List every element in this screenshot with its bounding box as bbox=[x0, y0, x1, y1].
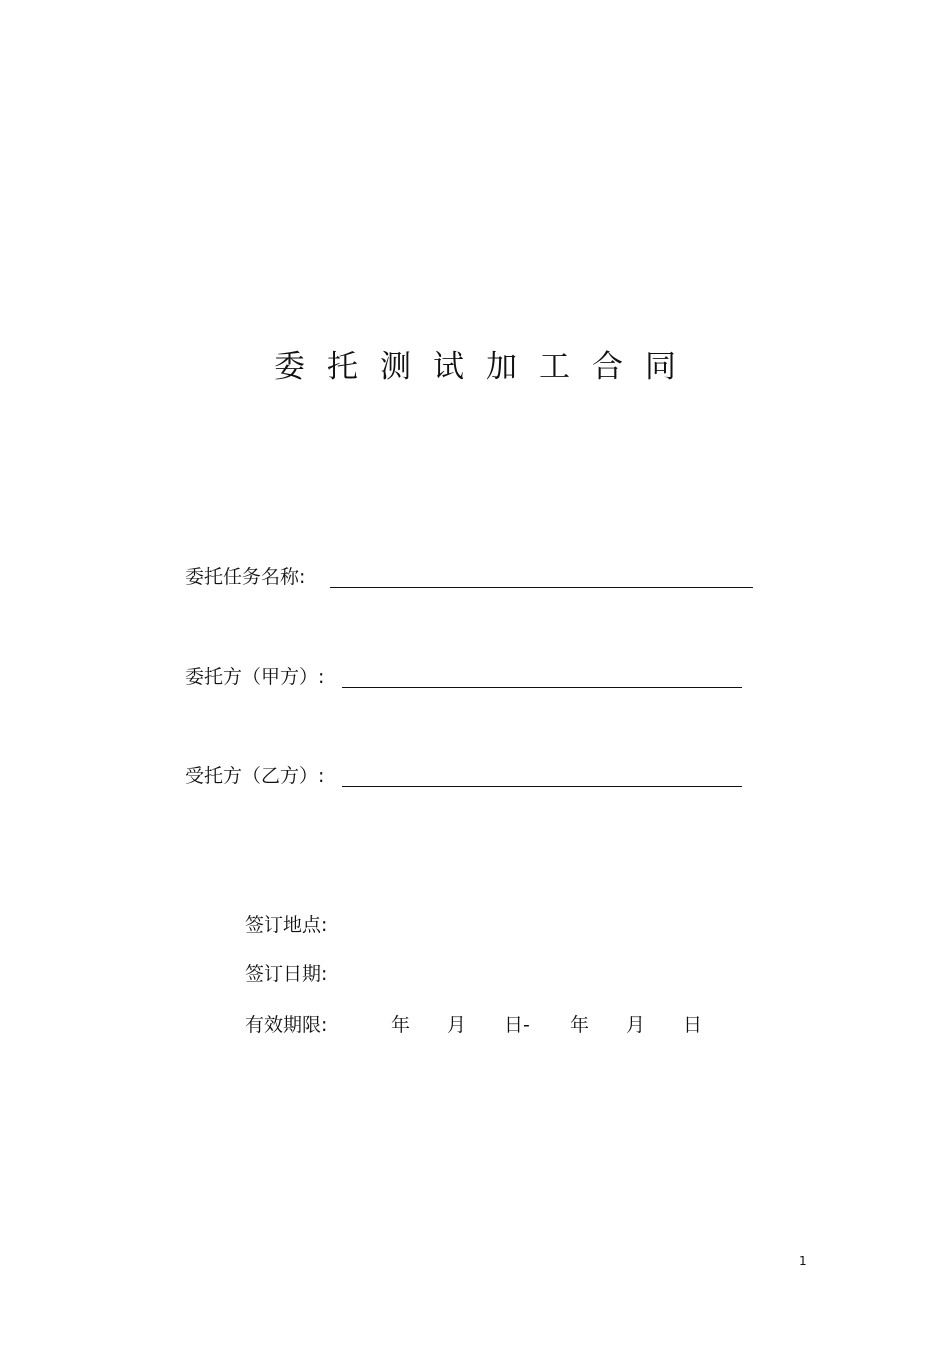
document-title: 委托测试加工合同 bbox=[274, 349, 698, 385]
validity-start-day: 日- bbox=[504, 1014, 530, 1036]
task-name-label: 委托任务名称: bbox=[185, 566, 306, 588]
page-number: 1 bbox=[799, 1254, 807, 1268]
signing-date-label: 签订日期: bbox=[245, 963, 328, 985]
validity-start-year: 年 bbox=[391, 1014, 411, 1036]
contractor-party-field bbox=[185, 759, 742, 789]
client-party-label: 委托方（甲方）: bbox=[185, 666, 325, 688]
client-party-blank-line bbox=[342, 686, 742, 688]
signing-place-label: 签订地点: bbox=[245, 914, 328, 936]
validity-period-label: 有效期限: bbox=[245, 1014, 328, 1036]
contractor-party-blank-line bbox=[342, 785, 742, 787]
client-party-field bbox=[185, 660, 742, 690]
task-name-field bbox=[185, 560, 753, 590]
validity-end-month: 月 bbox=[626, 1014, 646, 1036]
contractor-party-label: 受托方（乙方）: bbox=[185, 765, 325, 787]
validity-start-month: 月 bbox=[447, 1014, 467, 1036]
task-name-blank-line bbox=[330, 586, 753, 588]
validity-end-day: 日 bbox=[683, 1014, 703, 1036]
validity-end-year: 年 bbox=[570, 1014, 590, 1036]
